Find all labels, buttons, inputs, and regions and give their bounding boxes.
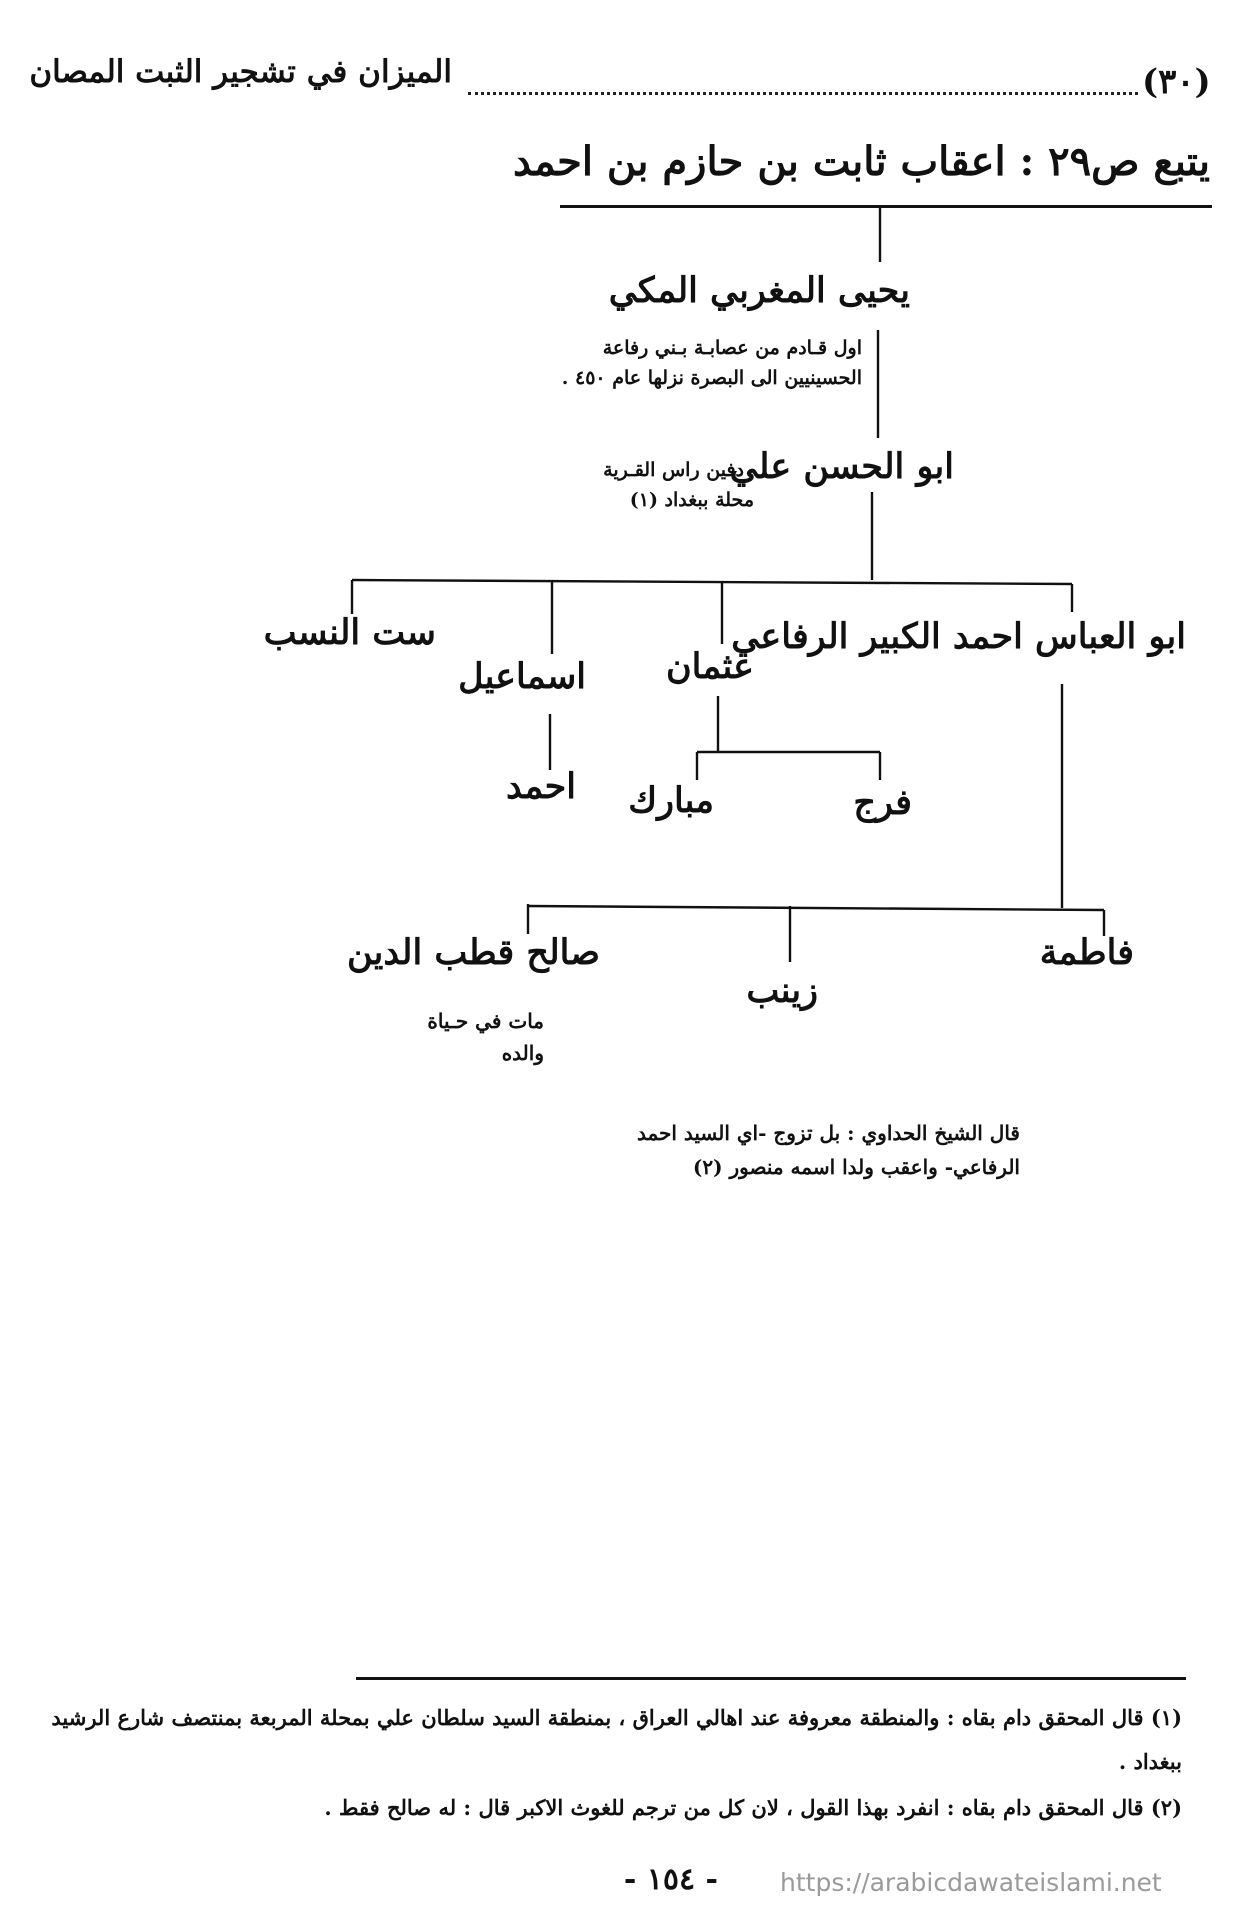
footnote-separator: [356, 1677, 1186, 1680]
salih-note-line1: مات في حـياة: [427, 1009, 544, 1033]
yahya-note-line1: اول قـادم من عصابـة بـني رفاعة: [602, 337, 862, 359]
node-sitt-nasab: ست النسب: [263, 612, 436, 653]
abu-hasan-note-line2: محلة ببغداد (١): [629, 489, 754, 511]
node-yahya: يحيى المغربي المكي: [608, 270, 910, 311]
line-abu-abbas-children-horizontal: [528, 906, 1104, 910]
node-abu-abbas: ابو العباس احمد الكبير الرفاعي: [731, 616, 1186, 657]
node-fatima: فاطمة: [1039, 932, 1134, 973]
node-ismail-ahmad: احمد: [506, 766, 576, 807]
node-abu-hasan: ابو الحسن علي: [729, 446, 954, 487]
haddawi-note-line1: قال الشيخ الحداوي : بل تزوج -اي السيد احمد: [636, 1121, 1020, 1145]
salih-note-line2: والده: [501, 1041, 544, 1065]
header-page-number: (٣٠): [1142, 62, 1211, 102]
haddawi-note-line2: الرفاعي- واعقب ولدا اسمه منصور (٢): [692, 1155, 1020, 1179]
node-mubarak: مبارك: [628, 780, 714, 821]
node-ismail: اسماعيل: [458, 656, 586, 697]
watermark-url: https://arabicdawateislami.net: [780, 1868, 1162, 1897]
footnote-1-line1: (١) قال المحقق دام بقاه : والمنطقة معروفة عند اهالي العراق ، بمنطقة السيد سلطان علي بمحلة المربعة بمنتصف شارع الرشيد: [51, 1705, 1182, 1730]
header-running-title: الميزان في تشجير الثبت المصان: [29, 54, 452, 90]
node-uthman: عثمان: [665, 646, 754, 687]
footnote-2: (٢) قال المحقق دام بقاه : انفرد بهذا القول ، لان كل من ترجم للغوث الاكبر قال : له صالح فقط .: [324, 1795, 1182, 1820]
abu-hasan-note-line1: دفين راس القـرية: [603, 459, 744, 481]
page-number-footer: - ١٥٤ -: [623, 1862, 718, 1897]
yahya-note-line2: الحسينيين الى البصرة نزلها عام ٤٥٠ .: [561, 367, 862, 389]
node-zaynab: زينب: [746, 970, 818, 1011]
footnote-1-line2: ببغداد .: [1118, 1749, 1182, 1774]
node-salih: صالح قطب الدين: [347, 932, 600, 973]
section-title: يتبع ص٢٩ : اعقاب ثابت بن حازم بن احمد: [513, 138, 1210, 185]
line-children-horizontal: [352, 580, 1072, 584]
node-faraj: فرج: [853, 782, 912, 823]
